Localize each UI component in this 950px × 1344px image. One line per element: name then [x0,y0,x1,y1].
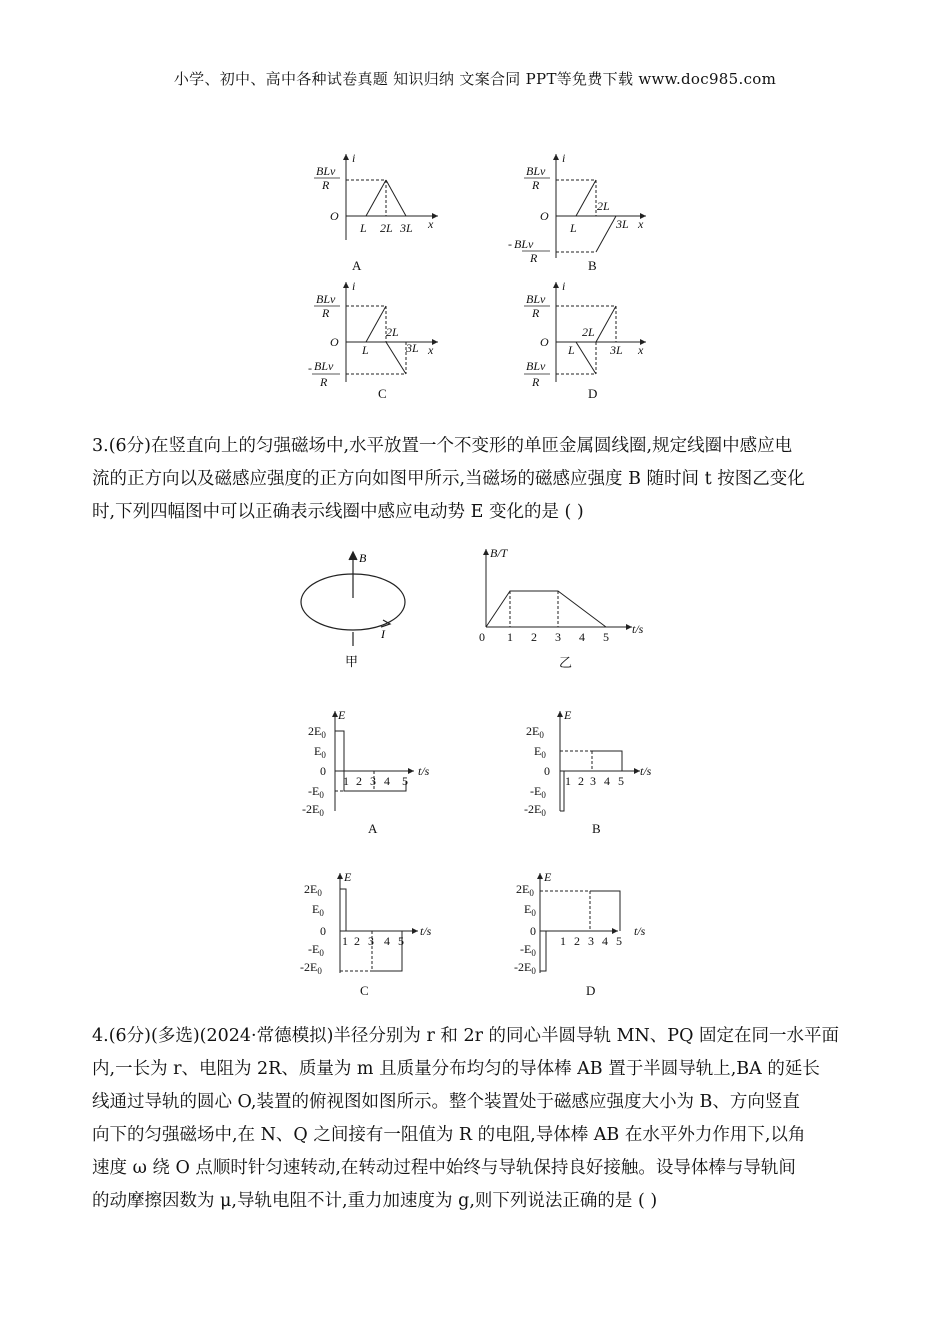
svg-text:E: E [564,708,572,722]
option-b-label: B [588,258,597,273]
svg-text:O: O [330,335,339,349]
q4-line-5: 速度 ω 绕 O 点顺时针匀速转动,在转动过程中始终与导轨保持良好接触。设导体棒与导轨间 [92,1158,796,1178]
svg-text:BLv: BLv [514,237,534,251]
option-d-label: D [588,386,598,401]
q3-line-1: 3.(6分)在竖直向上的匀强磁场中,水平放置一个不变形的单匝金属圆线圈,规定线圈中感应电 [92,436,793,456]
svg-text:t/s: t/s [634,924,646,938]
svg-text:4: 4 [384,774,390,788]
svg-text:4: 4 [604,774,610,788]
svg-text:3L: 3L [406,341,419,355]
q4-line-1: 4.(6分)(多选)(2024·常德模拟)半径分别为 r 和 2r 的同心半圆导轨 MN、PQ 固定在同一水平面 [92,1026,839,1046]
svg-text:4: 4 [384,934,390,948]
svg-text:3L: 3L [400,221,413,235]
svg-text:R: R [530,251,538,265]
svg-text:0: 0 [530,924,536,938]
svg-text:1: 1 [560,934,566,948]
svg-text:A: A [368,821,378,836]
question-4 [92,1020,860,1218]
svg-text:2: 2 [574,934,580,948]
svg-text:1: 1 [342,934,348,948]
figure-jia [295,548,415,673]
svg-text:5: 5 [618,774,624,788]
svg-text:-: - [508,237,512,251]
svg-text:C: C [360,983,369,998]
svg-text:3L: 3L [610,343,623,357]
svg-text:2E0: $2E_0$ [516,882,534,898]
svg-text:B: B [359,551,367,565]
svg-text:3: 3 [555,630,561,644]
svg-text:-E0: $-E_0$ [520,942,536,958]
svg-text:i: i [352,279,356,293]
svg-text:3L: 3L [616,217,629,231]
svg-text:-: - [308,361,312,375]
svg-text:x: x [428,343,434,357]
svg-text:R: R [532,178,540,192]
svg-text:I: I [381,627,385,641]
svg-text:-E0: $-E_0$ [308,784,324,800]
svg-text:2L: 2L [582,325,595,339]
svg-text:5: 5 [398,934,404,948]
option-a-label: A [352,258,362,273]
svg-text:3: 3 [590,774,596,788]
q2-options-figure [300,148,660,408]
svg-text:E0: $E_0$ [534,744,546,760]
svg-text:BLv: BLv [316,164,336,178]
svg-text:0: 0 [320,764,326,778]
figure-yi [472,545,662,673]
q3-line-3: 时,下列四幅图中可以正确表示线圈中感应电动势 E 变化的是 ( ) [92,502,584,522]
q3-line-2: 流的正方向以及磁感应强度的正方向如图甲所示,当磁场的磁感应强度 B 随时间 t 按图乙变化 [92,469,805,489]
svg-text:O: O [540,209,549,223]
svg-text:乙: 乙 [559,655,573,670]
svg-text:BLv: BLv [526,164,546,178]
svg-text:5: 5 [402,774,408,788]
svg-text:E0: $E_0$ [312,902,324,918]
svg-text:E: E [544,870,552,884]
svg-text:E: E [344,870,352,884]
svg-text:3: 3 [370,774,376,788]
svg-text:0: 0 [479,630,485,644]
q4-line-2: 内,一长为 r、电阻为 2R、质量为 m 且质量分布均匀的导体棒 AB 置于半圆导轨上,BA 的延长 [92,1059,820,1079]
svg-text:-2E0: $-2E_0$ [302,802,324,818]
svg-text:3: 3 [588,934,594,948]
svg-text:t/s: t/s [640,764,652,778]
svg-text:x: x [428,217,434,231]
svg-text:O: O [330,209,339,223]
svg-text:-E0: $-E_0$ [308,942,324,958]
svg-text:L: L [362,343,369,357]
svg-text:i: i [352,151,356,165]
svg-text:R: R [322,178,330,192]
svg-text:2L: 2L [380,221,393,235]
svg-text:BLv: BLv [526,359,546,373]
svg-text:2: 2 [531,630,537,644]
svg-text:-2E0: $-2E_0$ [300,960,322,976]
svg-text:0: 0 [544,764,550,778]
svg-text:t/s: t/s [418,764,430,778]
svg-text:2: 2 [356,774,362,788]
svg-text:2: 2 [578,774,584,788]
svg-text:-E0: $-E_0$ [530,784,546,800]
svg-text:BLv: BLv [314,359,334,373]
svg-text:R: R [532,306,540,320]
svg-text:4: 4 [602,934,608,948]
svg-text:R: R [532,375,540,389]
svg-text:R: R [320,375,328,389]
svg-text:甲: 甲 [345,654,359,669]
svg-text:L: L [360,221,367,235]
svg-text:D: D [586,983,596,998]
q4-line-6: 的动摩擦因数为 μ,导轨电阻不计,重力加速度为 g,则下列说法正确的是 ( ) [92,1191,658,1211]
svg-text:i: i [562,279,566,293]
svg-text:t/s: t/s [420,924,432,938]
svg-text:5: 5 [603,630,609,644]
svg-text:B/T: B/T [490,546,508,560]
svg-text:1: 1 [343,774,349,788]
svg-text:1: 1 [565,774,571,788]
svg-text:O: O [540,335,549,349]
svg-text:x: x [638,217,644,231]
svg-text:-2E0: $-2E_0$ [514,960,536,976]
svg-text:5: 5 [616,934,622,948]
svg-text:2E0: $2E_0$ [308,724,326,740]
svg-text:R: R [322,306,330,320]
question-3 [92,430,860,529]
svg-text:BLv: BLv [526,292,546,306]
svg-text:2L: 2L [597,199,610,213]
q4-line-4: 向下的匀强磁场中,在 N、Q 之间接有一阻值为 R 的电阻,导体棒 AB 在水平外力作用下,以角 [92,1125,806,1145]
svg-text:E0: $E_0$ [524,902,536,918]
svg-text:L: L [568,343,575,357]
option-c-label: C [378,386,387,401]
svg-text:t/s: t/s [632,622,644,636]
svg-text:2E0: $2E_0$ [526,724,544,740]
svg-text:2: 2 [354,934,360,948]
page-header: 小学、初中、高中各种试卷真题 知识归纳 文案合同 PPT等免费下载 www.doc985.com [173,70,777,88]
svg-text:E: E [338,708,346,722]
q4-line-3: 线通过导轨的圆心 O,装置的俯视图如图所示。整个装置处于磁感应强度大小为 B、方向竖直 [92,1092,800,1112]
svg-text:2E0: $2E_0$ [304,882,322,898]
svg-text:3: 3 [368,934,374,948]
svg-text:E0: $E_0$ [314,744,326,760]
svg-text:B: B [592,821,601,836]
svg-text:i: i [562,151,566,165]
svg-text:BLv: BLv [316,292,336,306]
svg-text:-2E0: $-2E_0$ [524,802,546,818]
svg-text:L: L [570,221,577,235]
q3-options-figure [298,705,668,1000]
svg-text:1: 1 [507,630,513,644]
svg-text:x: x [638,343,644,357]
svg-text:4: 4 [579,630,585,644]
svg-text:2L: 2L [386,325,399,339]
svg-text:0: 0 [320,924,326,938]
